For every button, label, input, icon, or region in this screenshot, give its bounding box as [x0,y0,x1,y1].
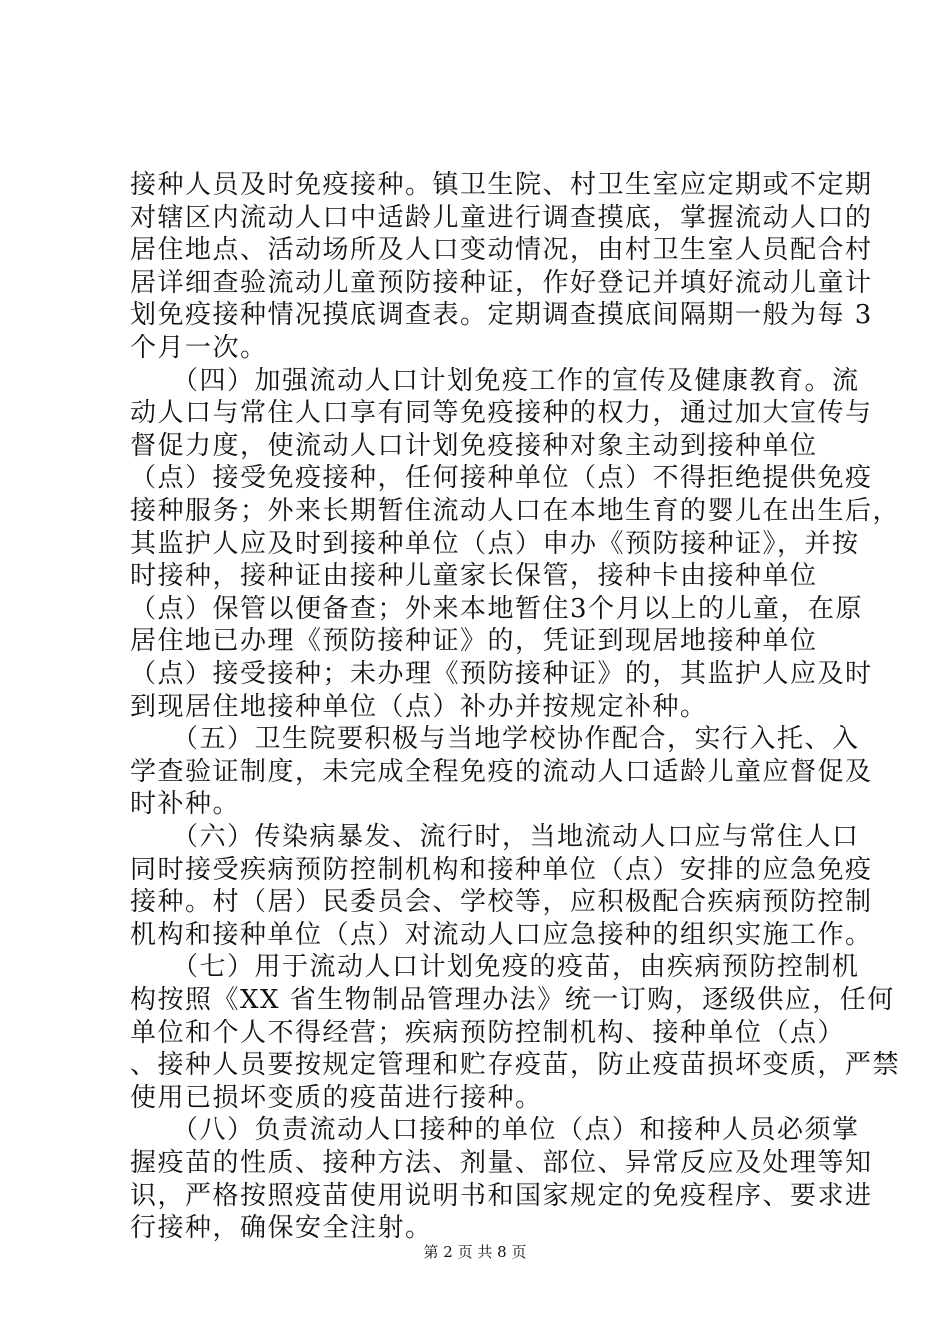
body-text-line: （点）接受免疫接种，任何接种单位（点）不得拒绝提供免疫 [130,463,873,494]
body-text-line: 机构和接种单位（点）对流动人口应急接种的组织实施工作。 [130,919,873,950]
body-text-line: （八）负责流动人口接种的单位（点）和接种人员必须掌 [130,1115,860,1146]
body-text-line: 动人口与常住人口享有同等免疫接种的权力，通过加大宣传与 [130,398,873,429]
body-text-line: （四）加强流动人口计划免疫工作的宣传及健康教育。流 [130,365,860,396]
body-text-line: 居住地已办理《预防接种证》的，凭证到现居地接种单位 [130,626,818,657]
body-text-line: 握疫苗的性质、接种方法、剂量、部位、异常反应及处理等知 [130,1148,873,1178]
body-text-line: 行接种，确保安全注射。 [130,1213,433,1244]
body-text-line: （六）传染病暴发、流行时，当地流动人口应与常住人口 [130,822,860,852]
page-number-footer: 第 2 页 共 8 页 [423,1243,527,1261]
body-text-line: 时接种，接种证由接种儿童家长保管，接种卡由接种单位 [130,561,818,592]
body-text-line: 学查验证制度，未完成全程免疫的流动人口适龄儿童应督促及 [130,756,873,787]
body-text-line: （七）用于流动人口计划免疫的疫苗，由疾病预防控制机 [130,952,860,983]
body-text-line: 接种人员及时免疫接种。镇卫生院、村卫生室应定期或不定期 [130,170,873,200]
body-text-line: 居住地点、活动场所及人口变动情况，由村卫生室人员配合村 [130,235,873,266]
body-text-line: 接种。村（居）民委员会、学校等，应积极配合疾病预防控制 [130,887,873,918]
body-text-line: 时补种。 [130,789,241,820]
body-text-line: 到现居住地接种单位（点）补办并按规定补种。 [130,691,708,722]
body-text-line: （点）保管以便备查；外来本地暂住3个月以上的儿童，在原 [130,593,864,624]
body-text-line: 对辖区内流动人口中适龄儿童进行调查摸底，掌握流动人口的 [130,202,873,233]
body-text-line: 构按照《XX 省生物制品管理办法》统一订购，逐级供应，任何 [130,985,895,1015]
body-text-line: 接种服务；外来长期暂住流动人口在本地生育的婴儿在出生后， [130,496,901,526]
body-text-line: 其监护人应及时到接种单位（点）申办《预防接种证》，并按 [130,528,860,559]
body-text-line: 划免疫接种情况摸底调查表。定期调查摸底间隔期一般为每 3 [130,300,873,331]
body-text-line: 识，严格按照疫苗使用说明书和国家规定的免疫程序、要求进 [130,1180,873,1211]
body-text-line: （五）卫生院要积极与当地学校协作配合，实行入托、入 [130,724,860,755]
body-text-line: （点）接受接种；未办理《预防接种证》的，其监护人应及时 [130,659,873,689]
body-text-line: 居详细查验流动儿童预防接种证，作好登记并填好流动儿童计 [130,267,873,298]
body-text-line: 督促力度，使流动人口计划免疫接种对象主动到接种单位 [130,430,818,461]
body-text-line: 个月一次。 [130,333,268,363]
body-text-line: 同时接受疾病预防控制机构和接种单位（点）安排的应急免疫 [130,854,873,885]
body-text-line: 使用已损坏变质的疫苗进行接种。 [130,1082,543,1113]
body-text-line: 单位和个人不得经营；疾病预防控制机构、接种单位（点） [130,1017,846,1048]
body-text-line: 、接种人员要按规定管理和贮存疫苗，防止疫苗损坏变质，严禁 [130,1050,901,1081]
